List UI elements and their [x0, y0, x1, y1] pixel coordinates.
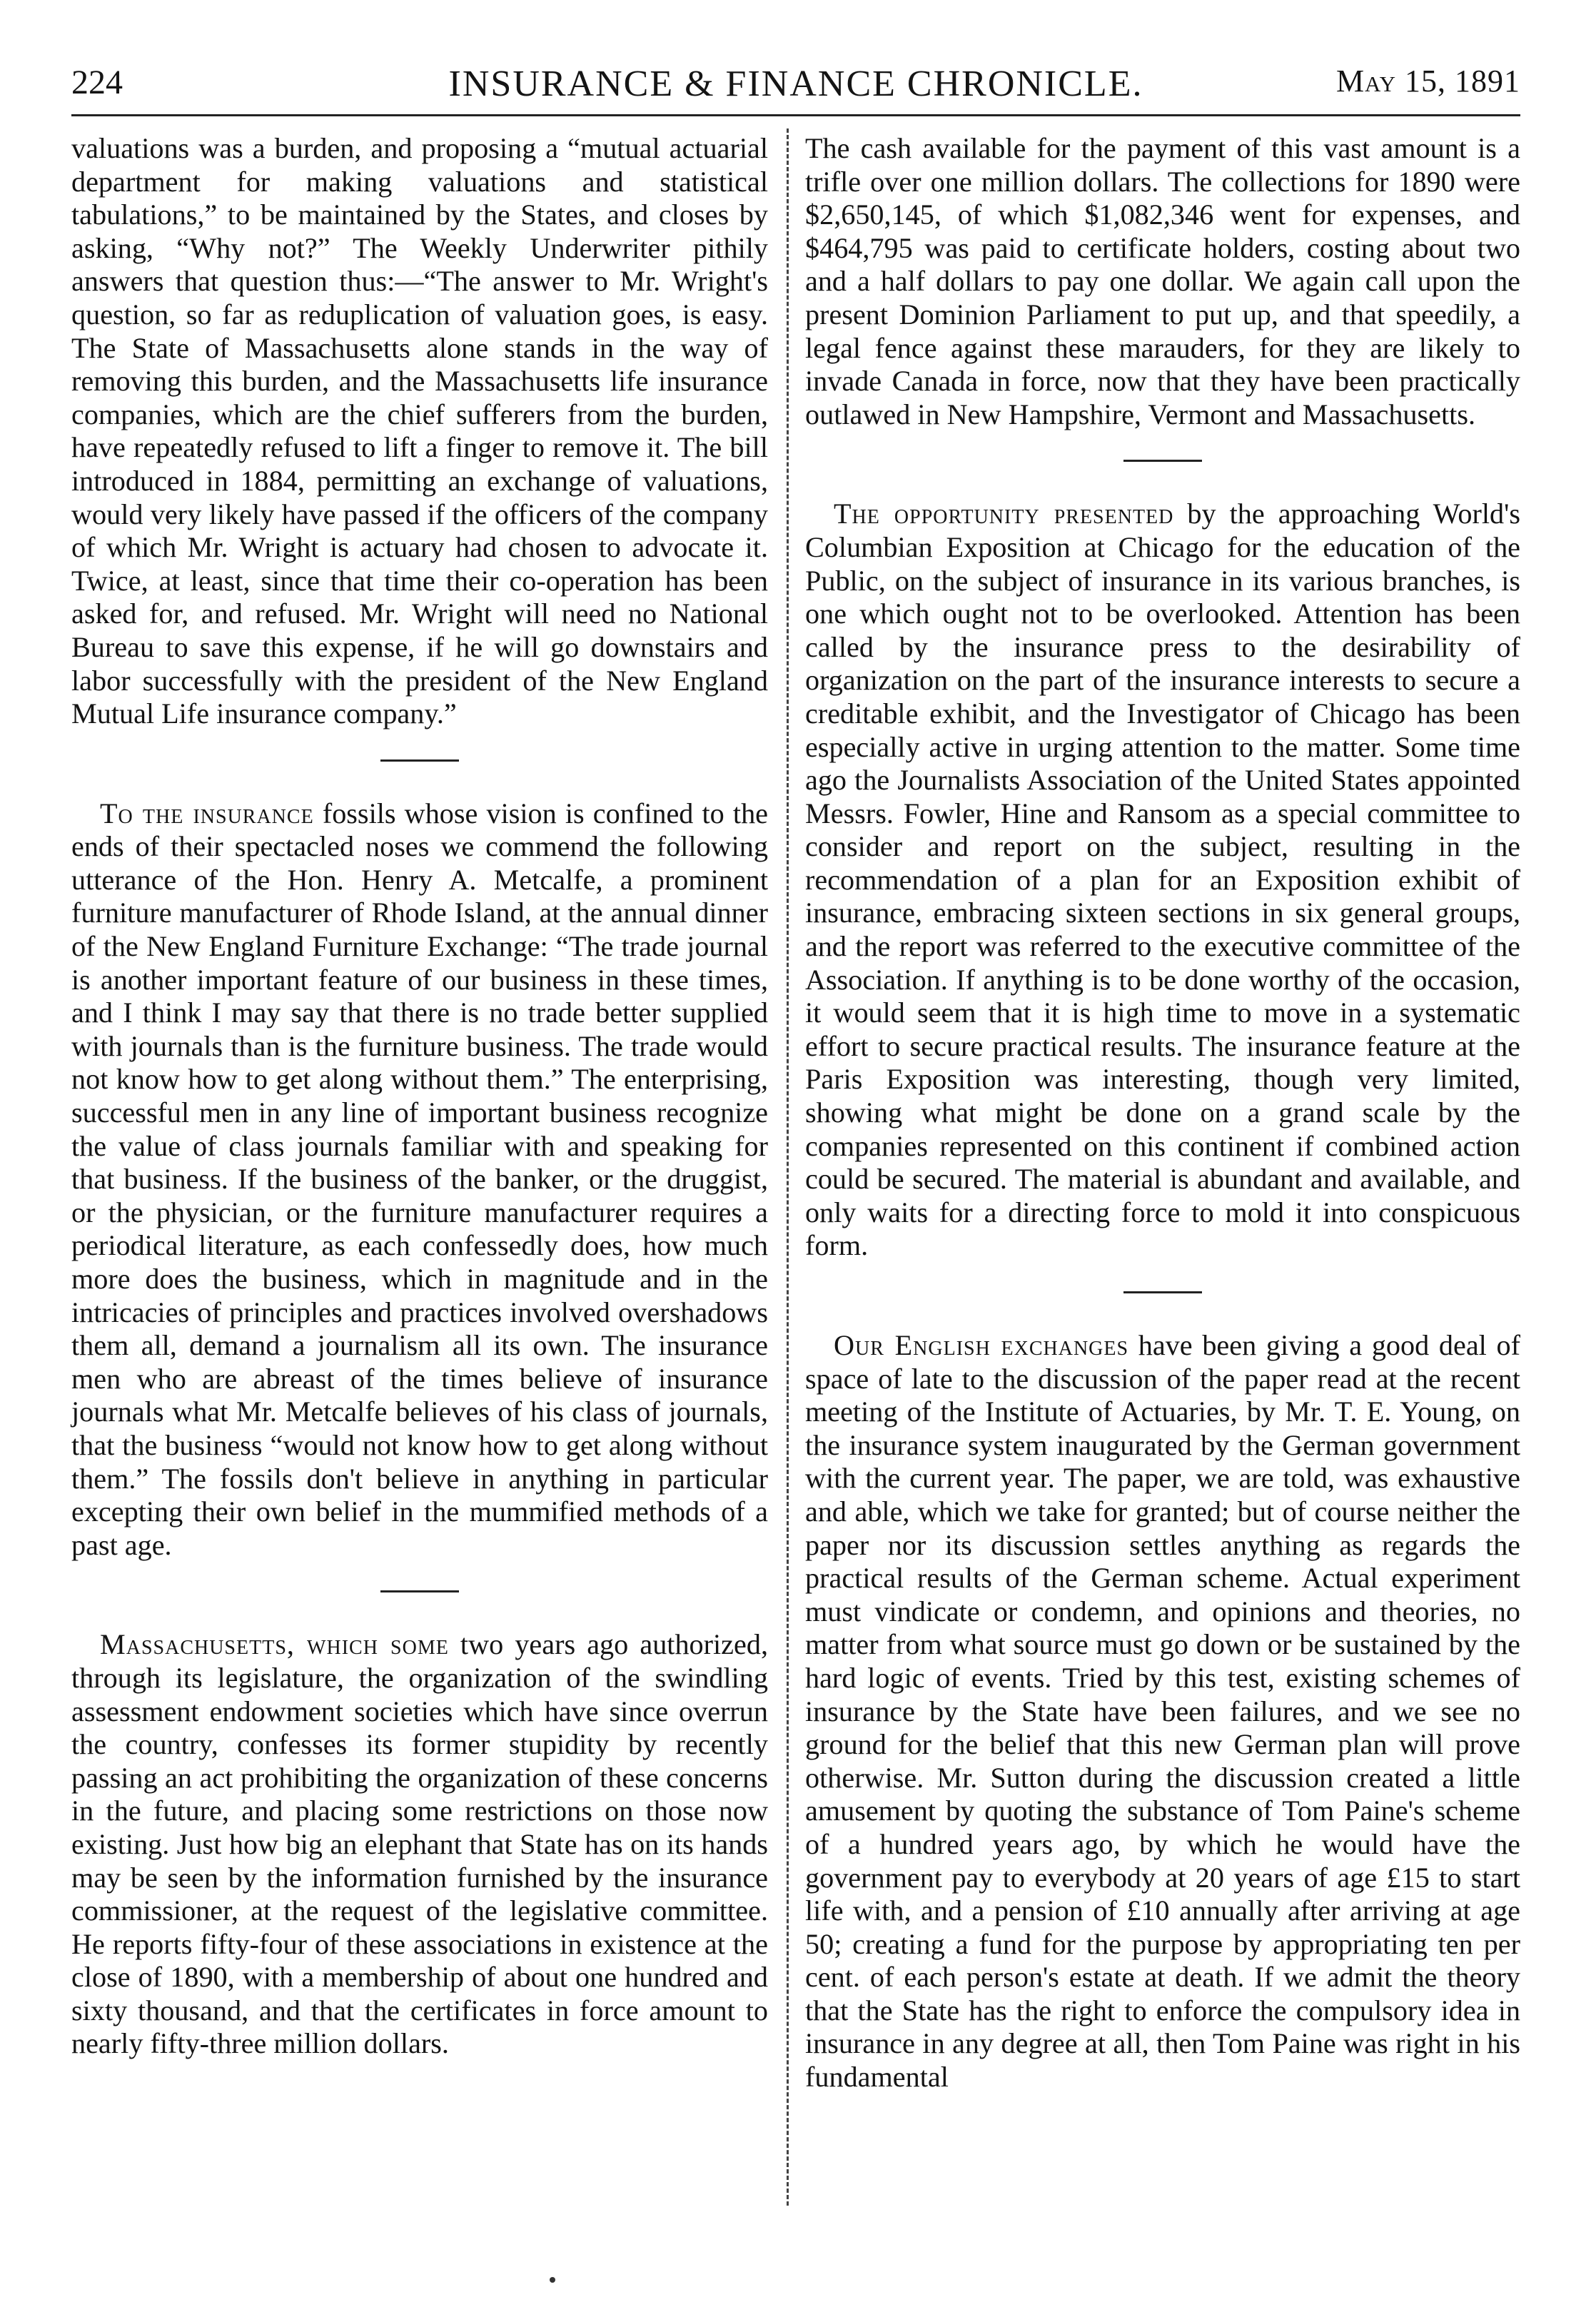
article-separator [1123, 460, 1202, 462]
left-column [71, 132, 768, 2202]
article-body: have been giving a good deal of space of late to the discussion of the paper read at the recent meeting of the Institute of Actuaries, by Mr. T. E. Young, on the insurance system inaugurated by the German government with the current year. The paper, we are told, was exhaustive and able, which we take for granted; but of course neither the paper nor its discussion settles anything as regards the practical results of the German scheme. Actual experiment must vindicate or condemn, and opinions and theories, no matter from what source must go down or be sustained by the hard logic of events. Tried by this test, existing schemes of insurance by the State have been failures, and we see no ground for the belief that this new German plan will prove otherwise. Mr. Sutton during the discussion created a little amusement by quoting the substance of Tom Paine's scheme of a hundred years ago, by which he would have the government pay to everybody at 20 years of age £15 to start life with, and a pension of £10 annually after arriving at age 50; creating a fund for the purpose by appropriating ten per cent. of each person's estate at death. If we admit the theory that the State has the right to enforce the compulsory idea in insurance in any degree at all, then Tom Paine was right in his fundamental [805, 1329, 1520, 2094]
article-lead-in: Massachusetts, which some [100, 1628, 449, 1661]
article-lead-in: The opportunity presented [834, 498, 1174, 530]
issue-date: May 15, 1891 [1335, 64, 1520, 99]
article-lead-in: To the insurance [100, 797, 314, 829]
page-mark [550, 2277, 555, 2283]
article-paragraph [805, 498, 1520, 1263]
article-separator [380, 759, 459, 762]
article-body: fossils whose vision is confined to the ends of their spectacled noses we commend the following utterance of the Hon. Henry A. Metcalfe, a prominent furniture manufacturer of Rhode Island, at the annual dinner of the New England Furniture Exchange: “The trade journal is another important feature of our business in these times, and I think I may say that there is no trade better supplied with journals than is the furniture business. The trade would not know how to get along without them.” The enterprising, successful men in any line of important business recognize the value of class journals familiar with and speaking for that business. If the business of the banker, or the druggist, or the physician, or the furniture manufacturer requires a periodical literature, as each confessedly does, how much more does the business, which in magnitude and in the intricacies of principles and practices involved overshadows them all, demand a journalism all its own. The insurance men who are abreast of the times believe of insurance journals what Mr. Metcalfe believes of his class of journals, that the business “would not know how to get along without them.” The fossils don't believe in anything in particular excepting their own belief in the mummified methods of a past age. [71, 797, 768, 1561]
page-number: 224 [71, 64, 123, 101]
article-separator [380, 1590, 459, 1592]
article-paragraph [805, 1329, 1520, 2094]
article-lead-in: Our English exchanges [834, 1329, 1129, 1361]
right-column [805, 132, 1520, 2202]
article-paragraph: valuations was a burden, and proposing a “mutual actuarial department for making valuations and statistical tabulations,” to be maintained by the States, and closes by asking, “Why not?” The Weekly Underwriter pithily answers that question thus:—“The answer to Mr. Wright's question, so far as reduplication of valuation goes, is easy. The State of Massachusetts alone stands in the way of removing this burden, and the Massachusetts life insurance companies, which are the chief sufferers from the burden, have repeatedly refused to lift a finger to remove it. The bill introduced in 1884, permitting an exchange of valuations, would very likely have passed if the officers of the company of which Mr. Wright is actuary had chosen to advocate it. Twice, at least, since that time their co-operation has been asked for, and refused. Mr. Wright will need no National Bureau to save this expense, if he will go downstairs and labor successfully with the president of the New England Mutual Life insurance company.” [71, 132, 768, 730]
article-paragraph [71, 1628, 768, 2061]
article-separator [1123, 1291, 1202, 1293]
header-rule [71, 114, 1520, 116]
page-header [71, 63, 1520, 106]
article-paragraph [71, 797, 768, 1563]
article-body: by the approaching World's Columbian Exposition at Chicago for the education of the Public, on the subject of insurance in its various branches, is one which ought not to be overlooked. Attention has been called by the insurance press to the desirability of organization on the part of the insurance interests to secure a creditable exhibit, and the Investigator of Chicago has been especially active in urging attention to the matter. Some time ago the Journalists Association of the United States appointed Messrs. Fowler, Hine and Ransom as a special committee to consider and report on the subject, resulting in the recommendation of a plan for an Exposition exhibit of insurance, embracing sixteen sections in six general groups, and the report was referred to the executive committee of the Association. If anything is to be done worthy of the occasion, it would seem that it is high time to move in a systematic effort to secure practical results. The insurance feature at the Paris Exposition was interesting, though very limited, showing what might be done on a grand scale by the companies represented on this continent if combined action could be secured. The material is abundant and available, and only waits for a directing force to mold it into conspicuous form. [805, 498, 1520, 1262]
column-divider [787, 128, 789, 2206]
publication-title: INSURANCE & FINANCE CHRONICLE. [448, 64, 1143, 104]
article-body: two years ago authorized, through its legislature, the organization of the swindling assessment endowment societies which have since overrun the country, confesses its former stupidity by recently passing an act prohibiting the organization of these concerns in the future, and placing some restrictions on those now existing. Just how big an elephant that State has on its hands may be seen by the information furnished by the insurance commissioner, at the request of the legislative committee. He reports fifty-four of these associations in existence at the close of 1890, with a membership of about one hundred and sixty thousand, and that the certificates in force amount to nearly fifty-three million dollars. [71, 1628, 768, 2060]
article-paragraph: The cash available for the payment of this vast amount is a trifle over one million dollars. The collections for 1890 were $2,650,145, of which $1,082,346 went for expenses, and $464,795 was paid to certificate holders, costing about two and a half dollars to pay one dollar. We again call upon the present Dominion Parliament to put up, and that speedily, a legal fence against these marauders, for they are likely to invade Canada in force, now that they have been practically outlawed in New Hampshire, Vermont and Massachusetts. [805, 132, 1520, 430]
